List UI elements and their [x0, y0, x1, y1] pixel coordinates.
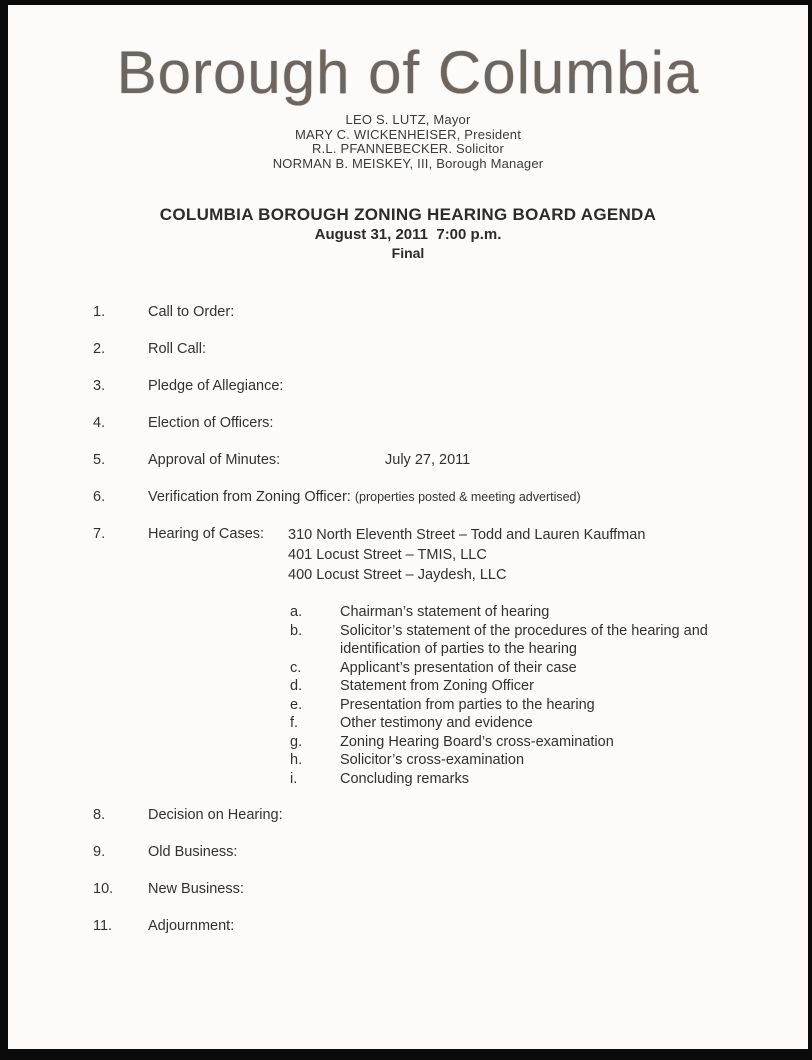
case-entry: 310 North Eleventh Street – Todd and Lauren Kauffman [288, 527, 646, 543]
step-letter: a. [290, 604, 303, 620]
step-text: Solicitor’s statement of the procedures of the hearing and identification of parties to the hearing [340, 622, 708, 657]
step-text: Chairman’s statement of hearing [340, 604, 550, 620]
step-letter: c. [290, 659, 302, 676]
step-letter: d. [290, 678, 303, 694]
agenda-item-adjournment [93, 917, 808, 936]
item-label [148, 488, 581, 507]
minutes-date: July 27, 2011 [385, 452, 471, 468]
step-text: Applicant’s presentation of their case [340, 659, 577, 676]
procedure-step [290, 603, 808, 622]
procedure-step [290, 622, 808, 659]
agenda-item-election-of-officers [93, 414, 808, 433]
case-entry: 401 Locust Street – TMIS, LLC [288, 547, 487, 563]
agenda-item-hearing-of-cases [93, 525, 808, 585]
verification-label: Verification from Zoning Officer: [148, 489, 351, 505]
procedure-step [290, 714, 808, 733]
case-list [288, 525, 645, 585]
agenda-heading [8, 205, 808, 263]
item-number: 8. [93, 807, 106, 823]
step-text: Zoning Hearing Board’s cross-examination [340, 733, 614, 750]
item-label: Pledge of Allegiance: [148, 378, 284, 394]
item-number: 4. [93, 415, 106, 431]
agenda-title: COLUMBIA BOROUGH ZONING HEARING BOARD AGENDA [159, 205, 657, 224]
procedure-step [290, 659, 808, 678]
item-label: Election of Officers: [148, 415, 274, 431]
item-label: Approval of Minutes: [148, 452, 281, 468]
officials-list [8, 113, 808, 171]
agenda-item-pledge [93, 377, 808, 396]
item-label: Hearing of Cases: [148, 526, 265, 542]
step-letter: h. [290, 752, 303, 768]
case-entry: 400 Locust Street – Jaydesh, LLC [288, 567, 507, 583]
step-letter: b. [290, 622, 303, 639]
procedure-step [290, 677, 808, 696]
document-page [8, 5, 808, 1049]
item-number: 9. [93, 844, 106, 860]
item-label: Roll Call: [148, 341, 207, 357]
step-letter: i. [290, 770, 298, 787]
agenda-item-verification [93, 488, 808, 507]
item-label: New Business: [148, 881, 244, 897]
step-text: Concluding remarks [340, 770, 469, 787]
item-number: 2. [93, 341, 106, 357]
agenda-status: Final [391, 245, 425, 261]
official-solicitor: R.L. PFANNEBECKER. Solicitor [312, 141, 504, 156]
item-label: Adjournment: [148, 918, 235, 934]
item-number: 1. [93, 304, 106, 320]
item-number: 10. [93, 881, 114, 897]
official-borough-manager: NORMAN B. MEISKEY, III, Borough Manager [272, 155, 544, 171]
step-text: Presentation from parties to the hearing [340, 696, 595, 713]
step-letter: f. [290, 715, 299, 731]
verification-note: (properties posted & meeting advertised) [354, 490, 581, 504]
item-number: 11. [93, 918, 113, 934]
page-title: Borough of Columbia [116, 39, 700, 106]
agenda-item-call-to-order [93, 303, 808, 322]
official-president: MARY C. WICKENHEISER, President [294, 126, 522, 142]
agenda-item-new-business [93, 880, 808, 899]
procedure-step [290, 696, 808, 715]
item-label: Old Business: [148, 844, 238, 860]
step-letter: e. [290, 696, 303, 713]
procedure-step [290, 770, 808, 789]
item-number: 3. [93, 378, 106, 394]
item-label: Decision on Hearing: [148, 807, 283, 823]
agenda-item-roll-call [93, 340, 808, 359]
item-label: Call to Order: [148, 304, 235, 320]
agenda-item-decision-on-hearing [93, 806, 808, 825]
hearing-procedure-list [290, 603, 808, 788]
step-text: Solicitor’s cross-examination [340, 752, 525, 768]
item-number: 6. [93, 489, 106, 505]
step-text: Statement from Zoning Officer [340, 678, 534, 694]
procedure-step [290, 751, 808, 770]
procedure-step [290, 733, 808, 752]
agenda-item-old-business [93, 843, 808, 862]
item-number: 5. [93, 452, 106, 468]
agenda-items [8, 303, 808, 936]
item-number: 7. [93, 526, 106, 542]
agenda-datetime: August 31, 2011 7:00 p.m. [314, 226, 502, 243]
step-text: Other testimony and evidence [340, 715, 533, 731]
step-letter: g. [290, 733, 303, 750]
agenda-item-approval-of-minutes [93, 451, 808, 470]
official-mayor: LEO S. LUTZ, Mayor [345, 112, 471, 127]
